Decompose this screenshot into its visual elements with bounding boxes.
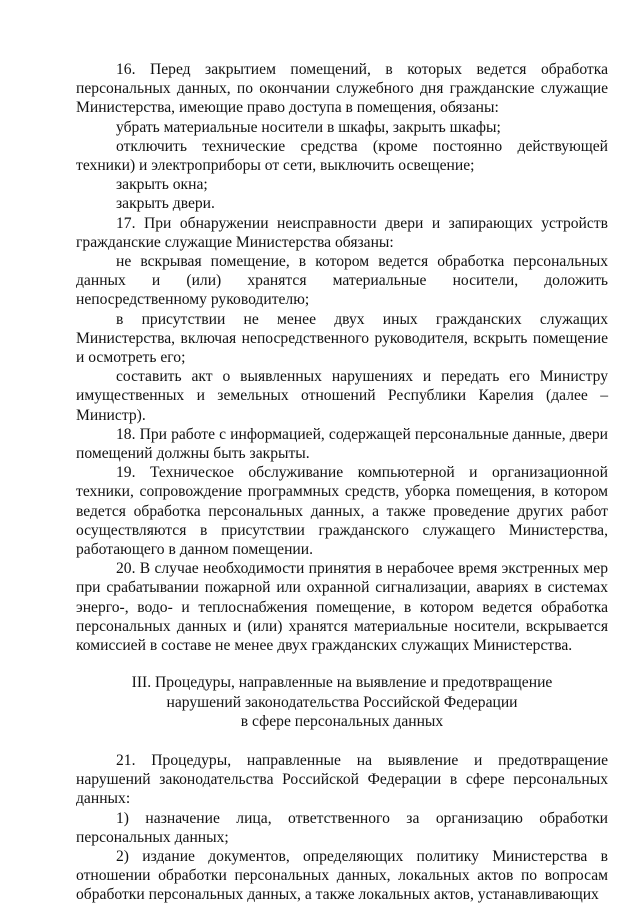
- paragraph-16-item-doors: закрыть двери.: [116, 195, 215, 213]
- section-heading-line-1: III. Процедуры, направленные на выявление и предотвращение: [131, 674, 553, 692]
- paragraph-17-item-report: не вскрывая помещение, в котором ведется обработка персональных данных и (или) хранятся материальные носители, доложить непосредственному руководителю;: [76, 253, 608, 309]
- section-heading-line-3: в сфере персональных данных: [240, 712, 444, 730]
- paragraph-17-item-open: в присутствии не менее двух иных гражданских служащих Министерства, включая непосредственного руководителя, вскрыть помещение и осмотреть его;: [76, 310, 608, 367]
- paragraph-16-item-windows: закрыть окна;: [116, 176, 208, 194]
- paragraph-16-item-power: отключить технические средства (кроме постоянно действующей техники) и электроприборы от сети, выключить освещение;: [76, 137, 608, 175]
- paragraph-16-item-cabinets: убрать материальные носители в шкафы, закрыть шкафы;: [116, 118, 501, 136]
- paragraph-16: 16. Перед закрытием помещений, в которых ведется обработка персональных данных, по окончании служебного дня гражданские служащие Министерства, имеющие право доступа в помещения, обязаны:: [76, 61, 608, 117]
- paragraph-19: 19. Техническое обслуживание компьютерной и организационной техники, сопровождение программных средств, уборка помещения, в котором ведется обработка персональных данных, а также проведение других работ осуществляются в присутствии гражданского служащего Министерства, работающего в данном помещении.: [76, 464, 608, 559]
- paragraph-18: 18. При работе с информацией, содержащей персональные данные, двери помещений должны быть закрыты.: [76, 425, 608, 463]
- paragraph-21-item-2: 2) издание документов, определяющих политику Министерства в отношении обработки персональных данных, локальных актов по вопросам обработки персональных данных, а также локальных актов, устанавливающих: [76, 847, 608, 904]
- paragraph-17: 17. При обнаружении неисправности двери и запирающих устройств гражданские служащие Министерства обязаны:: [76, 214, 608, 251]
- section-heading-line-2: нарушений законодательства Российской Федерации: [166, 693, 518, 711]
- paragraph-17-item-act: составить акт о выявленных нарушениях и передать его Министру имущественных и земельных отношений Республики Карелия (далее – Министр).: [76, 368, 608, 424]
- paragraph-21-item-1: 1) назначение лица, ответственного за организацию обработки персональных данных;: [76, 809, 608, 846]
- document-body: [76, 60, 608, 905]
- section-heading: [76, 673, 608, 731]
- paragraph-21: 21. Процедуры, направленные на выявление и предотвращение нарушений законодательства Российской Федерации в сфере персональных данных:: [76, 751, 608, 808]
- paragraph-20: 20. В случае необходимости принятия в нерабочее время экстренных мер при срабатывании пожарной или охранной сигнализации, авариях в системах энерго-, водо- и теплоснабжения помещение, в котором ведется обработка персональных данных и (или) хранятся материальные носители, вскрывается комиссией в составе не менее двух гражданских служащих Министерства.: [76, 560, 608, 655]
